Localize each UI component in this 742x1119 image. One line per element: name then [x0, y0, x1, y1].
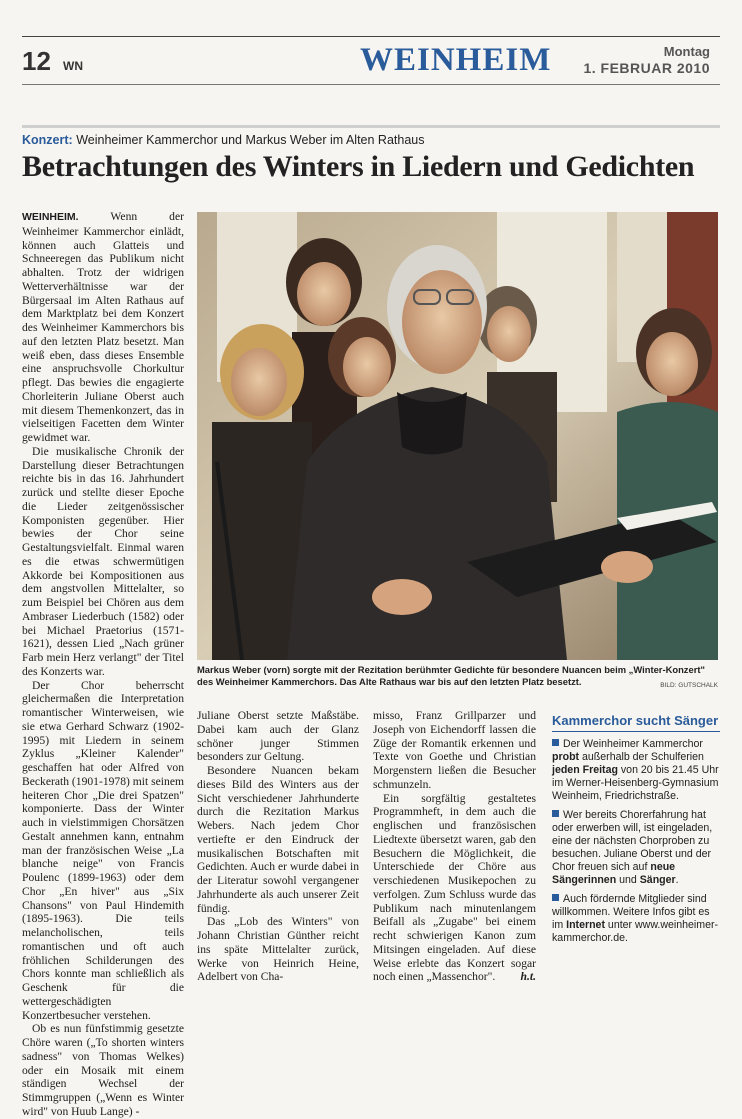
article-top-rule: [22, 125, 720, 128]
info-bold: Sänger: [639, 874, 676, 886]
kicker-text: Weinheimer Kammerchor und Markus Weber im Alten Rathaus: [76, 133, 425, 147]
info-box-item: [552, 893, 720, 945]
article-column-2: [197, 709, 359, 984]
author-signature: h.t.: [520, 970, 536, 984]
article-column-3: [373, 709, 536, 984]
paragraph: Ob es nun fünfstimmig gesetzte Chöre waren („To shorten winters sadness" von Thomas Welkes) oder ein Mosaik mit einem ständigen Wechsel der Stimmgruppen („Wenn es Winter wird" von Huub Lange) -: [22, 1022, 184, 1118]
bullet-square-icon: [552, 739, 559, 746]
info-bold: jeden Freitag: [552, 764, 618, 776]
info-bold: neue Sängerinnen: [552, 861, 676, 886]
dateline: WEINHEIM.: [22, 211, 79, 223]
info-text: außerhalb der Schulferien: [579, 751, 704, 763]
bullet-square-icon: [552, 894, 559, 901]
info-box-title: Kammerchor sucht Sänger: [552, 713, 720, 732]
info-box-item: [552, 809, 720, 887]
kicker-label: Konzert:: [22, 133, 73, 147]
info-text: unter www.weinheimer-kammerchor.de.: [552, 919, 719, 944]
info-box: [552, 713, 720, 945]
issue-date: 1. FEBRUAR 2010: [583, 60, 710, 76]
paragraph: Wenn der Weinheimer Kammerchor einlädt, können auch Glatteis und Schneeregen das Publikum nicht abhalten. Trotz der widrigen Wetterverhältnisse war der Bürgersaal im Alten Rathaus auf dem Marktplatz bei dem Konzert des Weinheimer Kammerchors bis auf den letzten Platz besetzt. Man weiß eben, dass dieses Ensemble eine anspruchsvolle Chorkultur pflegt. Das bewies die engagierte Chorleiterin Juliane Oberst auch mit diesem Themenkonzert, das in vielseitigen Facetten dem Winter gewidmet war.: [22, 210, 184, 444]
concert-photo: [197, 212, 718, 660]
info-box-item: [552, 738, 720, 803]
info-text: von 20 bis 21.45 Uhr im Werner-Heisenberg-Gymnasium Weinheim, Friedrichstraße.: [552, 764, 719, 802]
paragraph: misso, Franz Grillparzer und Joseph von Eichendorff lassen die Züge der Romantik erkennen und Texte von Goethe und Christian Morgenstern ließen die Besucher schmunzeln.: [373, 709, 536, 791]
paragraph: Ein sorgfältig gestaltetes Programmheft, in dem auch die englischen und französischen Liedtexte übersetzt waren, gab den Besuchern die Möglichkeit, die Unterschiede der Chöre aus verschiedenen Musikepochen zu verfolgen. Zum Schluss wurde das Publikum nach minutenlangem Beifall als „Zugabe" bei einem recht schwierigen Kanon zum Mitsingen eingeladen. Auf diese Weise erlebte das Konzert sogar noch einen „Massenchor".: [373, 791, 536, 984]
info-bold: probt: [552, 751, 580, 763]
photo-credit: BILD: GUTSCHALK: [660, 682, 718, 689]
info-text: und: [616, 874, 640, 886]
paper-abbreviation: WN: [63, 59, 83, 73]
bullet-square-icon: [552, 810, 559, 817]
info-text: Wer bereits Chorerfahrung hat oder erwerben will, ist eingeladen, eine der nächsten Chorproben zu besuchen. Juliane Oberst und der Chor freuen sich auf: [552, 809, 713, 873]
header-bottom-rule: [22, 84, 720, 85]
headline: Betrachtungen des Winters in Liedern und Gedichten: [22, 150, 695, 183]
article-column-1: [22, 210, 184, 1119]
info-bold: Internet: [566, 919, 605, 931]
photo-caption: Markus Weber (vorn) sorgte mit der Rezitation berühmter Gedichte für besondere Nuancen beim „Winter-Konzert" des Weinheimer Kammerchors. Das Alte Rathaus war bis auf den letzten Platz besetzt.: [197, 664, 705, 687]
photo-illustration: [197, 212, 718, 660]
page-number: 12: [22, 46, 51, 76]
paragraph: Das „Lob des Winters" von Johann Christian Günther reicht ins späte Mittelalter zurück, Werke von Heinrich Heine, Adelbert von Cha-: [197, 915, 359, 984]
info-text: .: [675, 874, 679, 886]
paragraph: Der Chor beherrscht gleichermaßen die Interpretation romantischer Winterweisen, wie sie etwa Gerhard Schwarz (1902-1995) mit Liedern in seinem Zyklus „Kleiner Kalender" geschaffen hat oder Alfred von Beckerath (1901-1978) mit seinem heiteren Chor „Die drei Spatzen" komponierte. Dass der Winter auch in vielstimmigen Chorsätzen Gestalt annehmen kann, entnahm man der französischen Weise „La blanche neige" von Francis Poulenc (1899-1963) oder dem Chor „En hiver" aus „Six Chansons" von Paul Hindemith (1895-1963). Die teils melancholischen, teils romantischen und oft auch fröhlichen Schilderungen des Chors konnte man schließlich als Geschenk für die wettergeschädigten Konzertbesucher verstehen.: [22, 678, 184, 1022]
issue-weekday: Montag: [663, 44, 710, 59]
paragraph: Besondere Nuancen bekam dieses Bild des Winters aus der Sicht verschiedener Jahrhunderte durch die Rezitation Markus Webers. Nach jedem Chor vertiefte er den Eindruck der musikalischen Botschaften mit Gedichten. Auch er wurde dabei in der Literatur sowohl vergangener Jahrhunderte als auch unserer Zeit fündig.: [197, 764, 359, 915]
top-rule: [22, 36, 720, 37]
paragraph: Die musikalische Chronik der Darstellung dieser Betrachtungen reichte bis in das 16. Jahrhundert zurück und stellte dieser Epoche die Lieder zeitgenössischer Komponisten gegenüber. Hier bewies der Chor seine Gestaltungsvielfalt. Einmal waren es die etwas schwermütigen Akkorde bei Kompositionen aus dem angstvollen Mittelalter, so zum Beispiel bei Chören aus dem Ambraser Liederbuch (1582) oder bei Michael Praetorius (1571-1621), dessen Lied „Nach grüner Farb mein Herz verlangt" der Titel des Konzerts war.: [22, 444, 184, 678]
kicker: [22, 133, 424, 147]
paragraph: Juliane Oberst setzte Maßstäbe. Dabei kam auch der Glanz schöner junger Stimmen besonders zur Geltung.: [197, 709, 359, 764]
info-text: Der Weinheimer Kammerchor: [563, 738, 703, 750]
info-text: Auch fördernde Mitglieder sind willkommen. Weitere Infos gibt es im: [552, 893, 710, 931]
section-title: WEINHEIM: [360, 42, 552, 78]
